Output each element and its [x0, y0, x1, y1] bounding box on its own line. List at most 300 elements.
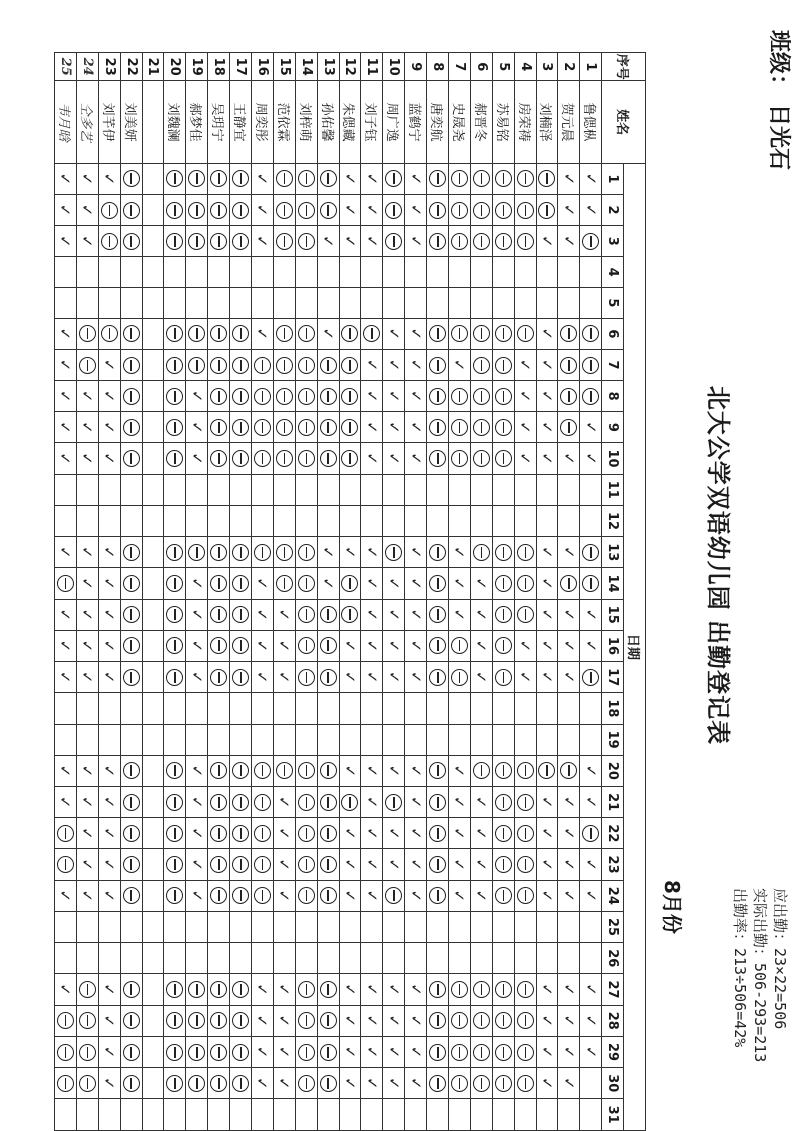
present-check-icon: ✓	[253, 327, 272, 341]
day-cell-20	[470, 755, 492, 786]
day-cell-12	[448, 505, 470, 536]
day-cell-29	[514, 1036, 536, 1067]
absent-circle-icon	[495, 544, 512, 561]
day-cell-19	[514, 724, 536, 755]
day-cell-30	[98, 1068, 120, 1099]
day-cell-15	[295, 599, 317, 630]
table-row	[164, 53, 186, 1131]
day-cell-18	[558, 693, 580, 724]
absent-circle-icon	[298, 887, 315, 904]
absent-circle-icon	[123, 606, 140, 623]
present-check-icon: ✓	[516, 389, 535, 403]
day-cell-19	[580, 724, 602, 755]
day-cell-1	[98, 163, 120, 194]
absent-circle-icon	[298, 856, 315, 873]
present-check-icon: ✓	[559, 452, 578, 465]
absent-circle-icon	[123, 762, 140, 779]
absent-circle-icon	[166, 887, 183, 904]
day-cell-29	[580, 1036, 602, 1067]
present-check-icon: ✓	[406, 358, 425, 372]
absent-circle-icon	[429, 419, 446, 436]
day-cell-6	[142, 318, 164, 349]
absent-circle-icon	[210, 887, 227, 904]
present-check-icon: ✓	[56, 764, 75, 778]
day-cell-20	[427, 755, 449, 786]
day-cell-17	[142, 662, 164, 693]
present-check-icon: ✓	[362, 234, 381, 248]
day-cell-4	[405, 257, 427, 288]
day-cell-2	[251, 194, 273, 225]
day-cell-26	[470, 943, 492, 974]
present-check-icon: ✓	[406, 1014, 425, 1028]
day-cell-9	[54, 412, 76, 443]
day-cell-23	[54, 849, 76, 880]
absent-circle-icon	[451, 325, 468, 342]
day-cell-26	[142, 943, 164, 974]
day-header-18: 18	[602, 693, 624, 724]
present-check-icon: ✓	[559, 670, 578, 684]
present-check-icon: ✓	[275, 827, 294, 840]
absent-circle-icon	[232, 450, 249, 467]
day-cell-3	[492, 226, 514, 257]
day-cell-22	[54, 818, 76, 849]
present-check-icon: ✓	[56, 327, 75, 341]
day-cell-10	[317, 443, 339, 474]
day-cell-11	[339, 474, 361, 505]
day-cell-21	[448, 787, 470, 818]
present-check-icon: ✓	[187, 421, 206, 434]
day-cell-26	[186, 943, 208, 974]
absent-circle-icon	[232, 544, 249, 561]
present-check-icon: ✓	[362, 670, 381, 684]
day-cell-1	[427, 163, 449, 194]
present-check-icon: ✓	[340, 670, 359, 684]
day-cell-2	[120, 194, 142, 225]
day-cell-4	[383, 257, 405, 288]
absent-circle-icon	[57, 1012, 74, 1029]
day-cell-26	[208, 943, 230, 974]
table-row	[361, 53, 383, 1131]
day-cell-14	[580, 568, 602, 599]
day-cell-4	[470, 257, 492, 288]
day-cell-25	[558, 911, 580, 942]
day-cell-31	[536, 1099, 558, 1131]
day-cell-3	[164, 226, 186, 257]
day-cell-27	[208, 974, 230, 1005]
day-cell-12	[361, 505, 383, 536]
absent-circle-icon	[232, 357, 249, 374]
absent-circle-icon	[166, 981, 183, 998]
absent-circle-icon	[232, 637, 249, 654]
table-row	[536, 53, 558, 1131]
present-check-icon: ✓	[384, 421, 403, 434]
absent-circle-icon	[517, 1044, 534, 1061]
day-cell-30	[470, 1068, 492, 1099]
day-cell-23	[339, 849, 361, 880]
present-check-icon: ✓	[559, 889, 578, 903]
day-cell-28	[54, 1005, 76, 1036]
day-cell-1	[492, 163, 514, 194]
day-cell-8	[361, 381, 383, 412]
day-cell-17	[427, 662, 449, 693]
day-cell-20	[514, 755, 536, 786]
day-cell-18	[76, 693, 98, 724]
absent-circle-icon	[166, 357, 183, 374]
day-cell-20	[98, 755, 120, 786]
day-cell-4	[251, 257, 273, 288]
row-seq: 10	[383, 53, 405, 81]
table-row	[251, 53, 273, 1131]
day-cell-30	[164, 1068, 186, 1099]
day-cell-19	[120, 724, 142, 755]
day-cell-9	[514, 412, 536, 443]
day-cell-2	[164, 194, 186, 225]
absent-circle-icon	[560, 325, 577, 342]
day-cell-6	[339, 318, 361, 349]
day-cell-14	[448, 568, 470, 599]
day-cell-15	[580, 599, 602, 630]
present-check-icon: ✓	[340, 234, 359, 248]
table-row	[76, 53, 98, 1131]
row-seq: 17	[230, 53, 252, 81]
absent-circle-icon	[166, 388, 183, 405]
absent-circle-icon	[320, 794, 337, 811]
day-cell-24	[98, 880, 120, 911]
day-cell-15	[470, 599, 492, 630]
present-check-icon: ✓	[319, 577, 338, 590]
absent-circle-icon	[79, 1012, 96, 1029]
day-cell-12	[142, 505, 164, 536]
header-date: 日期	[624, 163, 646, 1130]
day-cell-13	[295, 537, 317, 568]
day-cell-21	[317, 787, 339, 818]
absent-circle-icon	[210, 1075, 227, 1092]
absent-circle-icon	[495, 233, 512, 250]
day-cell-20	[339, 755, 361, 786]
absent-circle-icon	[123, 419, 140, 436]
present-check-icon: ✓	[253, 1076, 272, 1090]
day-cell-21	[54, 787, 76, 818]
absent-circle-icon	[166, 1075, 183, 1092]
day-cell-12	[427, 505, 449, 536]
absent-circle-icon	[232, 887, 249, 904]
present-check-icon: ✓	[100, 889, 119, 903]
day-cell-3	[295, 226, 317, 257]
day-cell-18	[317, 693, 339, 724]
day-cell-8	[54, 381, 76, 412]
day-cell-22	[251, 818, 273, 849]
row-seq: 2	[558, 53, 580, 81]
day-cell-3	[361, 226, 383, 257]
day-cell-22	[383, 818, 405, 849]
day-cell-6	[54, 318, 76, 349]
day-cell-23	[251, 849, 273, 880]
day-cell-28	[208, 1005, 230, 1036]
absent-circle-icon	[495, 325, 512, 342]
day-cell-13	[405, 537, 427, 568]
day-cell-5	[448, 288, 470, 319]
day-cell-21	[558, 787, 580, 818]
day-cell-6	[273, 318, 295, 349]
present-check-icon: ✓	[581, 608, 600, 622]
day-cell-9	[120, 412, 142, 443]
absent-circle-icon	[166, 575, 183, 592]
day-cell-11	[251, 474, 273, 505]
day-cell-5	[98, 288, 120, 319]
day-cell-21	[492, 787, 514, 818]
day-cell-16	[361, 630, 383, 661]
absent-circle-icon	[232, 1012, 249, 1029]
day-cell-29	[98, 1036, 120, 1067]
absent-circle-icon	[451, 669, 468, 686]
day-cell-30	[427, 1068, 449, 1099]
day-cell-7	[470, 349, 492, 380]
day-cell-31	[251, 1099, 273, 1131]
absent-circle-icon	[429, 202, 446, 219]
day-cell-10	[208, 443, 230, 474]
row-name: 周广逸	[383, 81, 405, 163]
day-cell-11	[317, 474, 339, 505]
present-check-icon: ✓	[319, 234, 338, 248]
day-cell-5	[120, 288, 142, 319]
day-cell-28	[361, 1005, 383, 1036]
day-cell-21	[76, 787, 98, 818]
day-cell-12	[164, 505, 186, 536]
absent-circle-icon	[57, 856, 74, 873]
day-cell-21	[251, 787, 273, 818]
day-cell-1	[230, 163, 252, 194]
day-cell-2	[273, 194, 295, 225]
day-cell-16	[514, 630, 536, 661]
day-cell-28	[76, 1005, 98, 1036]
day-cell-16	[536, 630, 558, 661]
day-cell-27	[339, 974, 361, 1005]
day-cell-15	[514, 599, 536, 630]
absent-circle-icon	[473, 544, 490, 561]
absent-circle-icon	[210, 669, 227, 686]
day-cell-4	[273, 257, 295, 288]
day-cell-4	[317, 257, 339, 288]
day-cell-17	[98, 662, 120, 693]
present-check-icon: ✓	[340, 889, 359, 903]
absent-circle-icon	[210, 388, 227, 405]
present-check-icon: ✓	[559, 1014, 578, 1028]
present-check-icon: ✓	[472, 639, 491, 653]
present-check-icon: ✓	[362, 203, 381, 217]
day-cell-11	[186, 474, 208, 505]
row-name: 周奕彤	[251, 81, 273, 163]
day-cell-6	[536, 318, 558, 349]
present-check-icon: ✓	[100, 858, 119, 871]
day-cell-24	[317, 880, 339, 911]
present-check-icon: ✓	[538, 608, 556, 622]
day-cell-9	[76, 412, 98, 443]
day-cell-20	[295, 755, 317, 786]
day-cell-23	[76, 849, 98, 880]
present-check-icon: ✓	[538, 827, 556, 840]
day-cell-30	[558, 1068, 580, 1099]
present-check-icon: ✓	[362, 421, 381, 434]
present-check-icon: ✓	[56, 795, 75, 809]
day-cell-4	[448, 257, 470, 288]
day-cell-30	[76, 1068, 98, 1099]
day-cell-11	[580, 474, 602, 505]
day-cell-5	[142, 288, 164, 319]
absent-circle-icon	[495, 1075, 512, 1092]
absent-circle-icon	[298, 762, 315, 779]
absent-circle-icon	[429, 825, 446, 842]
present-check-icon: ✓	[362, 358, 381, 372]
day-cell-25	[98, 911, 120, 942]
table-row	[383, 53, 405, 1131]
day-cell-16	[295, 630, 317, 661]
day-cell-22	[339, 818, 361, 849]
present-check-icon: ✓	[384, 389, 403, 403]
day-header-24: 24	[602, 880, 624, 911]
day-cell-5	[251, 288, 273, 319]
day-cell-25	[295, 911, 317, 942]
absent-circle-icon	[276, 388, 293, 405]
present-check-icon: ✓	[187, 827, 206, 840]
day-cell-12	[208, 505, 230, 536]
present-check-icon: ✓	[406, 545, 425, 559]
day-cell-25	[405, 911, 427, 942]
absent-circle-icon	[298, 233, 315, 250]
day-header-25: 25	[602, 911, 624, 942]
absent-circle-icon	[166, 419, 183, 436]
day-cell-30	[273, 1068, 295, 1099]
day-cell-7	[164, 349, 186, 380]
present-check-icon: ✓	[559, 827, 578, 840]
day-cell-18	[383, 693, 405, 724]
absent-circle-icon	[385, 233, 402, 250]
day-cell-10	[230, 443, 252, 474]
day-cell-6	[98, 318, 120, 349]
day-cell-24	[470, 880, 492, 911]
absent-circle-icon	[429, 450, 446, 467]
absent-circle-icon	[341, 606, 358, 623]
table-row	[558, 53, 580, 1131]
day-cell-5	[383, 288, 405, 319]
present-check-icon: ✓	[406, 889, 425, 903]
day-cell-28	[427, 1005, 449, 1036]
day-cell-8	[383, 381, 405, 412]
absent-circle-icon	[298, 575, 315, 592]
day-cell-25	[120, 911, 142, 942]
day-cell-11	[54, 474, 76, 505]
present-check-icon: ✓	[406, 827, 425, 840]
day-cell-19	[295, 724, 317, 755]
day-cell-8	[317, 381, 339, 412]
day-cell-19	[383, 724, 405, 755]
row-name: 鲁偲枞	[580, 81, 602, 163]
present-check-icon: ✓	[538, 234, 556, 248]
day-cell-12	[295, 505, 317, 536]
absent-circle-icon	[298, 669, 315, 686]
day-header-7: 7	[602, 349, 624, 380]
day-cell-31	[514, 1099, 536, 1131]
absent-circle-icon	[495, 419, 512, 436]
day-cell-22	[164, 818, 186, 849]
day-cell-2	[427, 194, 449, 225]
absent-circle-icon	[188, 544, 205, 561]
day-cell-21	[383, 787, 405, 818]
day-cell-22	[230, 818, 252, 849]
absent-circle-icon	[320, 825, 337, 842]
absent-circle-icon	[517, 825, 534, 842]
present-check-icon: ✓	[384, 983, 403, 996]
absent-circle-icon	[57, 1075, 74, 1092]
present-check-icon: ✓	[581, 203, 600, 217]
present-check-icon: ✓	[384, 858, 403, 871]
day-cell-17	[514, 662, 536, 693]
day-cell-14	[514, 568, 536, 599]
day-cell-16	[580, 630, 602, 661]
day-cell-1	[361, 163, 383, 194]
day-cell-14	[383, 568, 405, 599]
day-cell-18	[208, 693, 230, 724]
present-check-icon: ✓	[406, 577, 425, 590]
day-cell-1	[164, 163, 186, 194]
present-check-icon: ✓	[253, 1045, 272, 1059]
day-cell-8	[230, 381, 252, 412]
absent-circle-icon	[57, 575, 74, 592]
absent-circle-icon	[232, 794, 249, 811]
day-cell-1	[142, 163, 164, 194]
day-cell-13	[120, 537, 142, 568]
day-cell-6	[558, 318, 580, 349]
day-cell-26	[251, 943, 273, 974]
present-check-icon: ✓	[340, 172, 359, 186]
day-cell-15	[383, 599, 405, 630]
absent-circle-icon	[101, 233, 118, 250]
present-check-icon: ✓	[384, 327, 403, 341]
absent-circle-icon	[188, 981, 205, 998]
present-check-icon: ✓	[406, 327, 425, 341]
present-check-icon: ✓	[450, 889, 469, 903]
absent-circle-icon	[539, 202, 556, 219]
day-cell-14	[536, 568, 558, 599]
day-cell-25	[317, 911, 339, 942]
day-cell-5	[76, 288, 98, 319]
absent-circle-icon	[210, 981, 227, 998]
day-cell-6	[76, 318, 98, 349]
day-cell-20	[120, 755, 142, 786]
absent-circle-icon	[429, 762, 446, 779]
absent-circle-icon	[320, 1012, 337, 1029]
day-cell-9	[230, 412, 252, 443]
day-cell-9	[164, 412, 186, 443]
present-check-icon: ✓	[450, 827, 469, 840]
present-check-icon: ✓	[384, 608, 403, 622]
day-header-6: 6	[602, 318, 624, 349]
present-check-icon: ✓	[406, 1076, 425, 1090]
present-check-icon: ✓	[472, 795, 491, 809]
present-check-icon: ✓	[253, 577, 272, 590]
day-cell-26	[580, 943, 602, 974]
table-row	[492, 53, 514, 1131]
row-name: 朱偲藏	[339, 81, 361, 163]
present-check-icon: ✓	[406, 795, 425, 809]
day-cell-28	[98, 1005, 120, 1036]
day-cell-30	[317, 1068, 339, 1099]
present-check-icon: ✓	[78, 670, 97, 684]
day-cell-29	[317, 1036, 339, 1067]
present-check-icon: ✓	[384, 452, 403, 465]
present-check-icon: ✓	[472, 858, 491, 871]
day-cell-25	[142, 911, 164, 942]
absent-circle-icon	[254, 794, 271, 811]
